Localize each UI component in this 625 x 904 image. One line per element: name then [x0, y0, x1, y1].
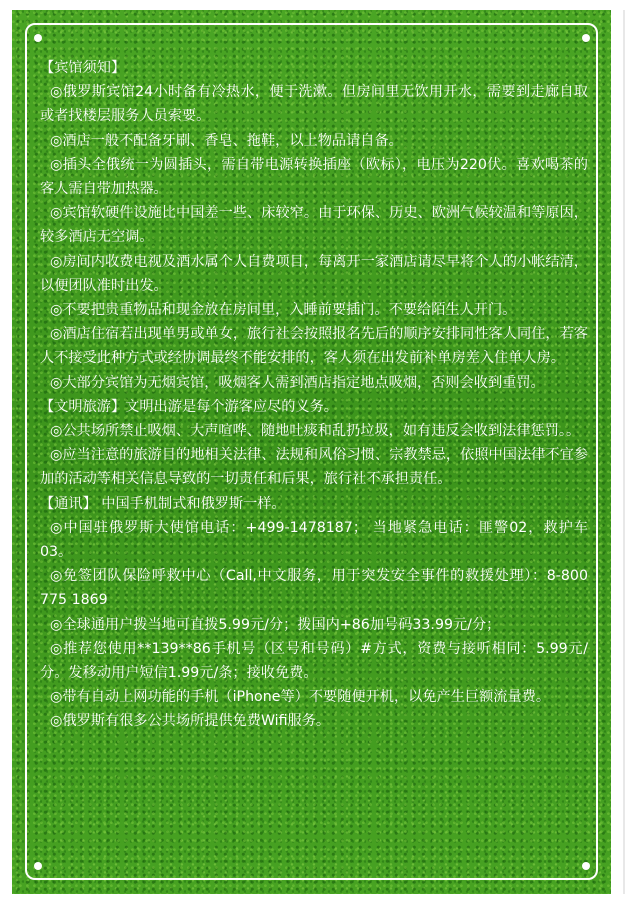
corner-dot-icon [582, 862, 590, 870]
list-item: ◎不要把贵重物品和现金放在房间里，入睡前要插门。不要给陌生人开门。 [49, 302, 517, 319]
section-heading-hotel: 【宾馆须知】 [40, 60, 126, 76]
list-item: ◎中国驻俄罗斯大使馆电话：+499-1478187； 当地紧急电话：匪警02，救护车03。 [40, 519, 588, 561]
list-item: ◎房间内收费电视及酒水属个人自费项目，每离开一家酒店请尽早将个人的小帐结清，以便团队准时出发。 [40, 253, 588, 294]
list-item: ◎应当注意的旅游目的地相关法律、法规和风俗习惯、宗教禁忌，依照中国法律不宜参加的活动等相关信息导致的一切责任和后果，旅行社不承担责任。 [40, 447, 588, 488]
list-item: ◎带有自动上网功能的手机（iPhone等）不要随便开机，以免产生巨额流量费。 [49, 689, 551, 706]
corner-dot-icon [582, 34, 590, 42]
section-intro: 文明出游是每个游客应尽的义务。 [125, 398, 338, 415]
list-item: ◎宾馆软硬件设施比中国差一些、床较窄。由于环保、历史、欧洲气候较温和等原因，较多酒店无空调。 [40, 205, 588, 246]
list-item: ◎插头全俄统一为圆插头，需自带电源转换插座（欧标），电压为220伏。喜欢喝茶的客人需自带加热器。 [40, 156, 588, 198]
list-item: ◎免签团队保险呼救中心（Call,中文服务，用于突发安全事件的救援处理）：8-800 775 1869 [40, 568, 588, 609]
section-heading-label: 【通讯】 [40, 495, 97, 512]
list-item: ◎全球通用户拨当地可直拨5.99元/分；拨国内+86加号码33.99元/分； [49, 616, 501, 633]
section-intro: 中国手机制式和俄罗斯一样。 [96, 495, 286, 512]
corner-dot-icon [34, 862, 42, 870]
list-item: ◎大部分宾馆为无烟宾馆，吸烟客人需到酒店指定地点吸烟，否则会收到重罚。 [49, 374, 545, 391]
notice-content [40, 56, 588, 734]
section-heading-label: 【文明旅游】 [40, 398, 126, 415]
list-item: ◎酒店一般不配备牙刷、香皂、拖鞋，以上物品请自备。 [49, 132, 403, 149]
list-item: ◎推荐您使用**139**86手机号（区号和号码）#方式，资费与接听相同：5.99元/分。发移动用户短信1.99元/条；接收免费。 [40, 640, 588, 682]
list-item: ◎俄罗斯宾馆24小时备有冷热水，便于洗漱。但房间里无饮用开水，需要到走廊自取或者找楼层服务人员索要。 [40, 84, 588, 125]
section-heading-communication [40, 492, 588, 516]
list-item: ◎酒店住宿若出现单男或单女，旅行社会按照报名先后的顺序安排同性客人同住，若客人不接受此种方式或经协调最终不能安排的，客人须在出发前补单房差入住单人房。 [40, 326, 588, 367]
section-heading-civilized-travel [40, 395, 588, 419]
list-item: ◎公共场所禁止吸烟、大声喧哗、随地吐痰和乱扔垃圾，如有违反会收到法律惩罚。。 [49, 423, 581, 440]
corner-dot-icon [34, 34, 42, 42]
list-item: ◎俄罗斯有很多公共场所提供免费Wifi服务。 [49, 713, 331, 730]
